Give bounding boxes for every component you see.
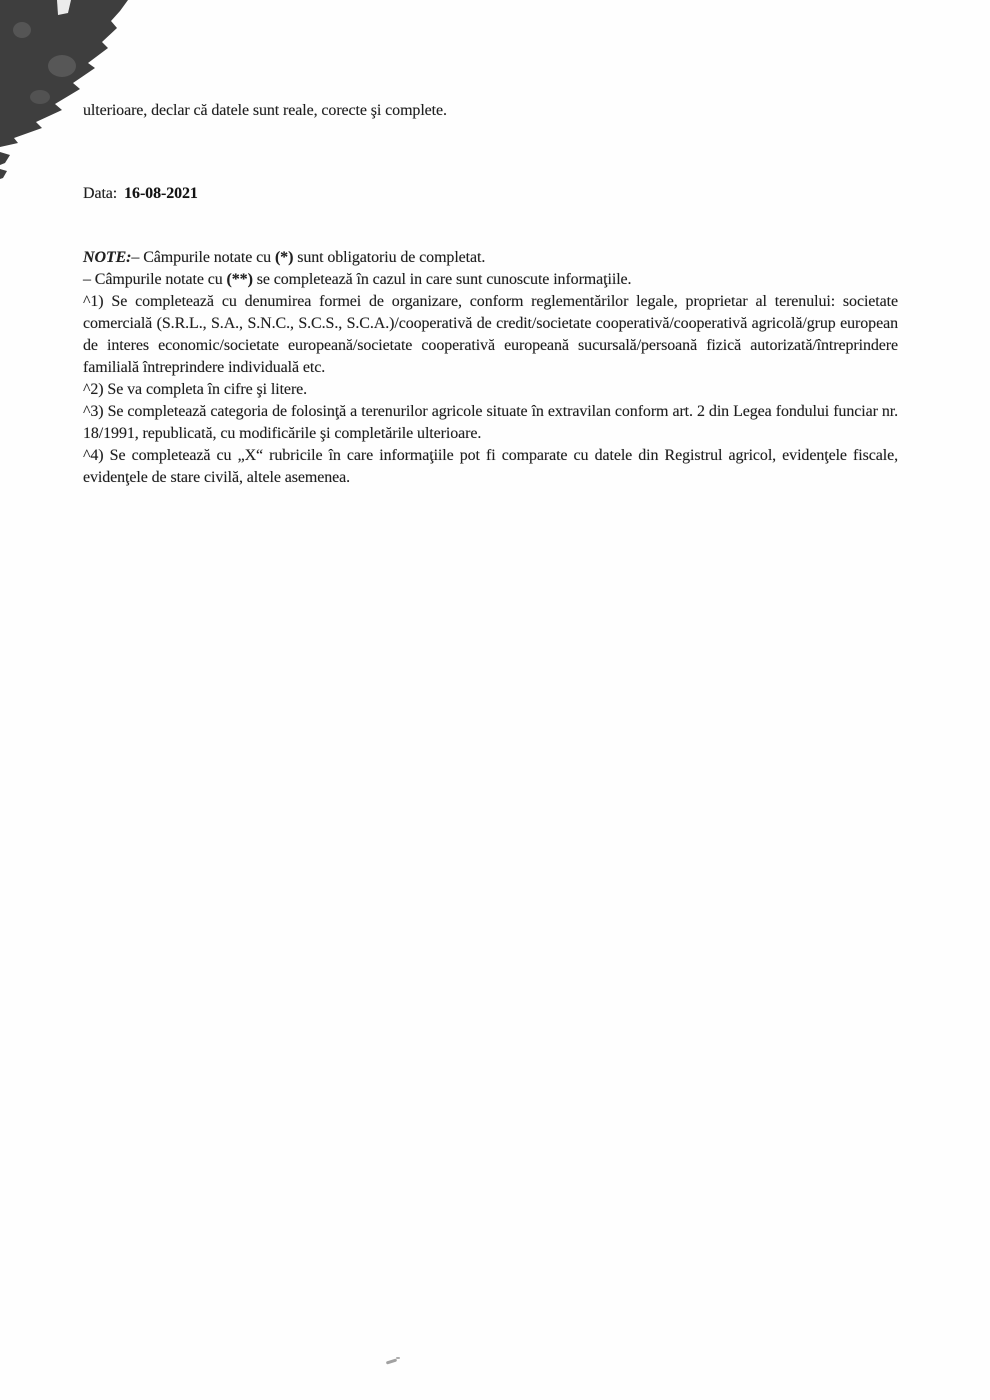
footnote-4: ^4) Se completează cu „X“ rubricile în care informaţiile pot fi comparate cu datele din Registrul agricol, evidenţele fiscale, evidenţele de stare civilă, altele asemenea. <box>83 447 898 486</box>
scan-corner-light-patch <box>48 55 76 77</box>
declaration-continuation-line: ulterioare, declar că datele sunt reale, corecte şi complete. <box>83 102 447 119</box>
scan-noise-speck <box>386 1358 397 1364</box>
double-asterisk-marker: (**) <box>226 271 253 288</box>
note-optional-text-end: se completează în cazul in care sunt cunoscute informaţiile. <box>252 271 632 288</box>
scan-corner-light-patch <box>13 22 31 38</box>
scan-corner-fragment <box>0 169 7 179</box>
date-line <box>83 183 898 205</box>
date-value: 16-08-2021 <box>124 185 198 202</box>
date-label: Data: <box>83 185 118 202</box>
note-mandatory-fields <box>83 247 898 269</box>
notes-title: NOTE: <box>83 249 132 266</box>
footnote-2: ^2) Se va completa în cifre şi litere. <box>83 381 308 398</box>
single-asterisk-marker: (*) <box>274 249 294 266</box>
footnote-3: ^3) Se completează categoria de folosinţă a terenurilor agricole situate în extravilan conform art. 2 din Legea fondului funciar nr. 18/1991, republicată, cu modificările şi completările ulterioare. <box>83 403 898 442</box>
note-optional-text: – Câmpurile notate cu <box>83 271 227 288</box>
document-text-block <box>83 100 898 489</box>
note-mandatory-text-end: sunt obligatoriu de completat. <box>293 249 486 266</box>
note-mandatory-text: – Câmpurile notate cu <box>131 249 275 266</box>
scan-noise-speck <box>396 1357 400 1359</box>
scan-corner-fragment <box>0 152 10 165</box>
note-optional-fields <box>83 269 898 291</box>
footnote-1: ^1) Se completează cu denumirea formei de organizare, conform reglementărilor legale, proprietar al terenului: societate comercială (S.R.L., S.A., S.N.C., S.C.S., S.C.A.)/cooperativă de credit/societate cooperativă/cooperativă agricolă/grup european de interes economic/societate europeană/societate cooperativă europeană sucursală/persoană fizică autorizată/întreprindere familială întreprindere individuală etc. <box>83 293 898 376</box>
notes-section <box>83 247 898 489</box>
scan-corner-light-patch <box>30 90 50 104</box>
